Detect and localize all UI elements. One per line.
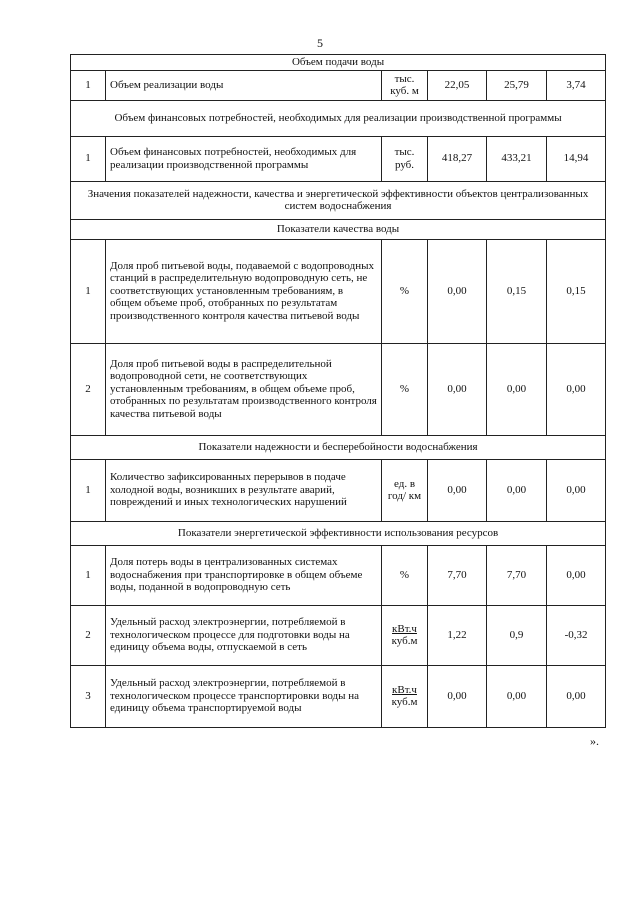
row-value-1: 0,00: [428, 343, 487, 435]
row-value-1: 1,22: [428, 605, 487, 665]
row-value-2: 0,00: [487, 343, 547, 435]
row-unit: [382, 605, 428, 665]
section-heading: Объем финансовых потребностей, необходимых для реализации производственной программы: [71, 100, 606, 136]
section-row: [71, 435, 606, 459]
section-heading: Показатели качества воды: [71, 219, 606, 239]
row-number: 1: [71, 239, 106, 343]
table-row: [71, 343, 606, 435]
row-value-3: 0,00: [547, 459, 606, 521]
unit-numerator: кВт.ч: [392, 622, 417, 635]
row-value-2: 25,79: [487, 70, 547, 100]
row-value-1: 7,70: [428, 545, 487, 605]
row-number: 2: [71, 343, 106, 435]
section-row: [71, 219, 606, 239]
section-row: [71, 521, 606, 545]
unit-numerator: кВт.ч: [392, 683, 417, 696]
row-number: 1: [71, 70, 106, 100]
row-value-2: 7,70: [487, 545, 547, 605]
row-unit: %: [382, 545, 428, 605]
table-row: [71, 70, 606, 100]
row-value-1: 0,00: [428, 459, 487, 521]
row-unit: тыс. куб. м: [382, 70, 428, 100]
row-description: Доля проб питьевой воды в распределительной водопроводной сети, не соответствующих установленным требованиям, в общем объеме проб, отобранных по результатам производственного контроля качества питьевой воды: [106, 343, 382, 435]
row-number: 1: [71, 545, 106, 605]
closing-quote: ».: [590, 734, 599, 748]
indicators-table: [70, 54, 606, 728]
section-row: [71, 55, 606, 71]
row-value-3: -0,32: [547, 605, 606, 665]
row-value-2: 433,21: [487, 136, 547, 181]
table-row: [71, 665, 606, 727]
row-value-3: 0,15: [547, 239, 606, 343]
row-value-3: 0,00: [547, 545, 606, 605]
unit-denominator: куб.м: [391, 696, 418, 708]
row-value-3: 0,00: [547, 343, 606, 435]
row-description: Удельный расход электроэнергии, потребляемой в технологическом процессе транспортировки воды на единицу объема транспортируемой воды: [106, 665, 382, 727]
section-row: [71, 181, 606, 219]
table-row: [71, 239, 606, 343]
row-description: Количество зафиксированных перерывов в подаче холодной воды, возникших в результате аварий, повреждений и иных технологических нарушений: [106, 459, 382, 521]
row-value-2: 0,00: [487, 459, 547, 521]
row-unit: тыс. руб.: [382, 136, 428, 181]
unit-denominator: куб.м: [391, 635, 418, 647]
row-value-2: 0,15: [487, 239, 547, 343]
row-description: Удельный расход электроэнергии, потребляемой в технологическом процессе для подготовки воды на единицу объема воды, отпускаемой в сеть: [106, 605, 382, 665]
row-unit: [382, 665, 428, 727]
row-number: 3: [71, 665, 106, 727]
row-value-1: 0,00: [428, 239, 487, 343]
row-value-3: 14,94: [547, 136, 606, 181]
row-description: Объем реализации воды: [106, 70, 382, 100]
page-number: 5: [317, 36, 323, 50]
row-value-2: 0,00: [487, 665, 547, 727]
row-number: 1: [71, 136, 106, 181]
row-unit: ед. в год/ км: [382, 459, 428, 521]
row-description: Объем финансовых потребностей, необходимых для реализации производственной программы: [106, 136, 382, 181]
section-heading: Объем подачи воды: [71, 55, 606, 71]
row-value-2: 0,9: [487, 605, 547, 665]
row-value-3: 0,00: [547, 665, 606, 727]
row-value-3: 3,74: [547, 70, 606, 100]
row-number: 1: [71, 459, 106, 521]
table-row: [71, 545, 606, 605]
row-unit: %: [382, 239, 428, 343]
row-description: Доля потерь воды в централизованных системах водоснабжения при транспортировке в общем объеме воды, поданной в водопроводную сеть: [106, 545, 382, 605]
row-description: Доля проб питьевой воды, подаваемой с водопроводных станций в распределительную водопроводную сеть, не соответствующих установленным требованиям, в общем объеме проб, отобранных по результатам производственного контроля качества питьевой воды: [106, 239, 382, 343]
row-value-1: 418,27: [428, 136, 487, 181]
row-number: 2: [71, 605, 106, 665]
row-unit: %: [382, 343, 428, 435]
section-row: [71, 100, 606, 136]
section-heading: Значения показателей надежности, качества и энергетической эффективности объектов централизованных систем водоснабжения: [71, 181, 606, 219]
section-heading: Показатели энергетической эффективности использования ресурсов: [71, 521, 606, 545]
row-value-1: 22,05: [428, 70, 487, 100]
table-row: [71, 605, 606, 665]
table-row: [71, 136, 606, 181]
section-heading: Показатели надежности и бесперебойности водоснабжения: [71, 435, 606, 459]
table-row: [71, 459, 606, 521]
row-value-1: 0,00: [428, 665, 487, 727]
